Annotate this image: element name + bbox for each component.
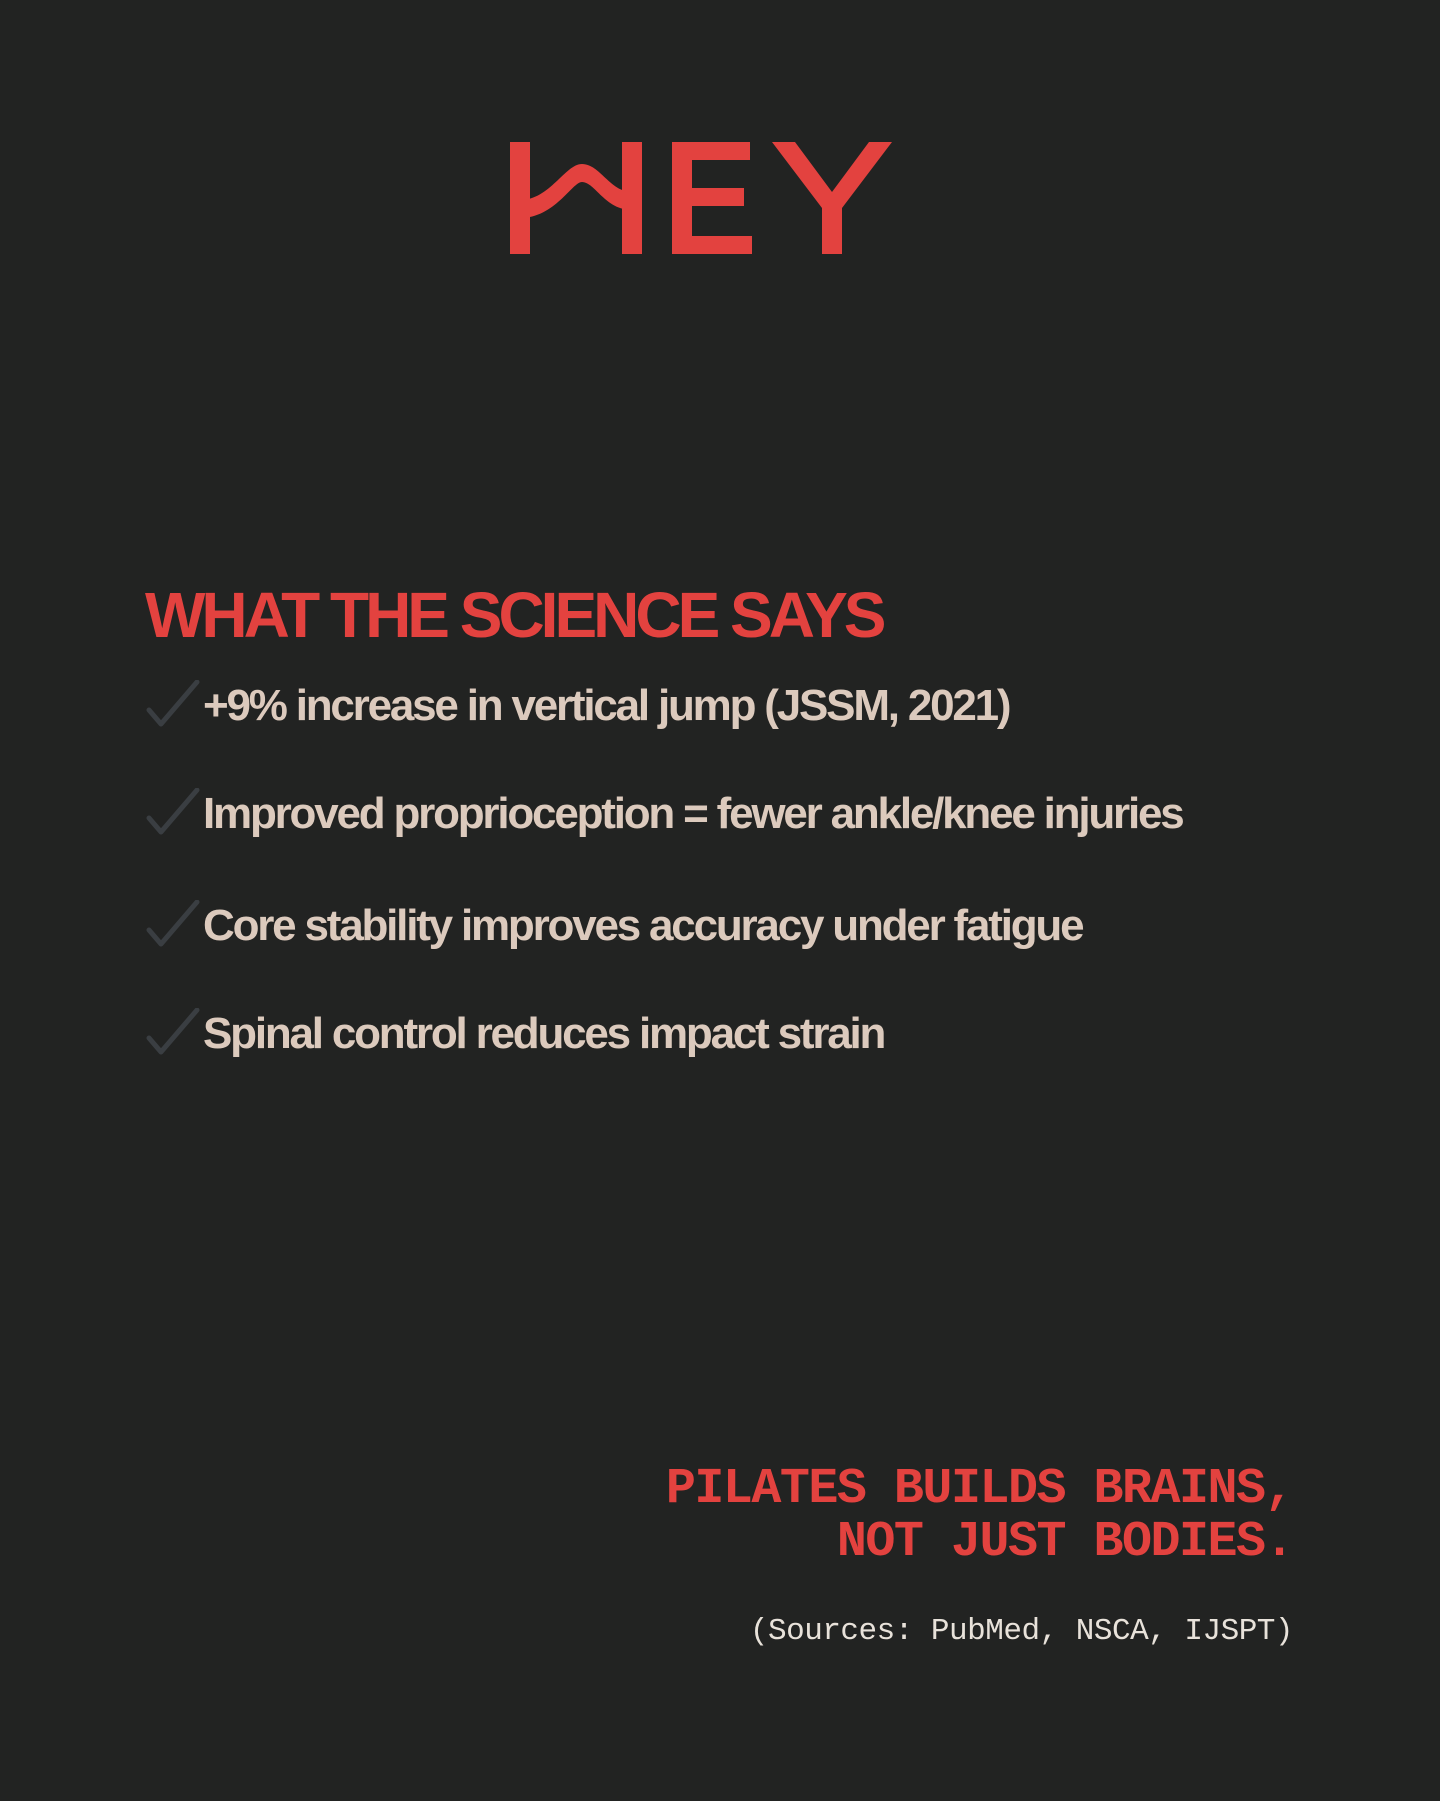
checkmark-icon — [145, 788, 201, 836]
science-list — [145, 680, 1295, 1060]
sources-note: (Sources: PubMed, NSCA, IJSPT) — [749, 1614, 1293, 1649]
list-item — [145, 680, 1295, 732]
hey-logo — [510, 142, 930, 257]
tagline — [666, 1463, 1293, 1569]
list-item — [145, 900, 1295, 952]
list-item-text: Spinal control reduces impact strain — [203, 1009, 885, 1058]
checkmark-icon — [145, 680, 201, 728]
list-item — [145, 1008, 1295, 1060]
list-item — [145, 788, 1295, 840]
list-item-text: +9% increase in vertical jump (JSSM, 2021) — [203, 681, 1010, 730]
science-heading: WHAT THE SCIENCE SAYS — [145, 579, 883, 651]
checkmark-icon — [145, 900, 201, 948]
tagline-line-2: NOT JUST BODIES. — [836, 1514, 1293, 1571]
list-item-text: Improved proprioception = fewer ankle/knee injuries — [203, 789, 1183, 838]
list-item-text: Core stability improves accuracy under fatigue — [203, 901, 1083, 950]
checkmark-icon — [145, 1008, 201, 1056]
science-section — [145, 580, 1295, 1116]
tagline-line-1: PILATES BUILDS BRAINS, — [665, 1461, 1293, 1518]
